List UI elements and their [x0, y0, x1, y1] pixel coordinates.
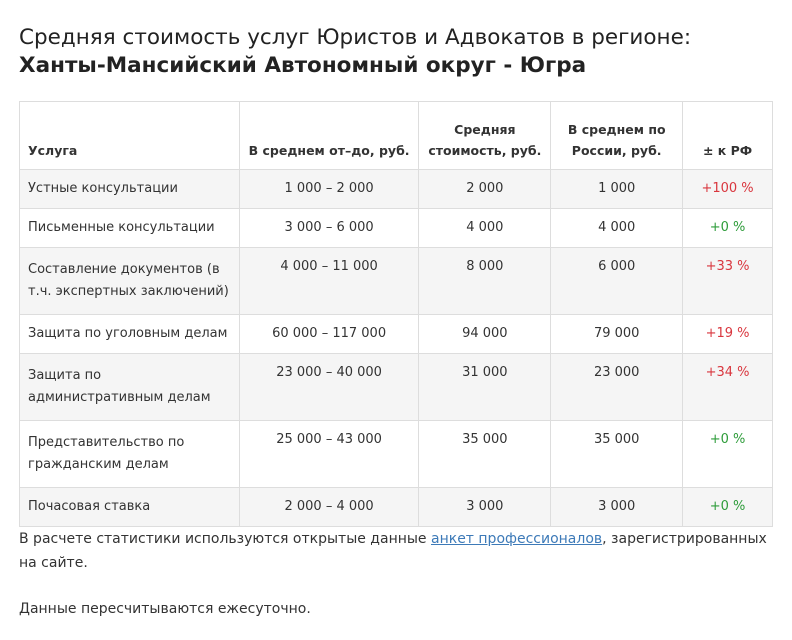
page-title-line-1: Средняя стоимость услуг Юристов и Адвокатов в регионе:: [19, 25, 692, 50]
professionals-profiles-link[interactable]: анкет профессионалов: [431, 531, 603, 547]
cell-average: 2 000: [419, 170, 551, 209]
update-frequency-note: Данные пересчитываются ежесуточно.: [19, 601, 311, 617]
cell-range: 25 000 – 43 000: [239, 421, 419, 488]
page-title-region: Ханты-Мансийский Автономный округ - Югра: [19, 53, 587, 78]
cell-range: 1 000 – 2 000: [239, 170, 419, 209]
header-range: В среднем от–до, руб.: [239, 102, 419, 170]
cell-average: 4 000: [419, 209, 551, 248]
statistics-note: [19, 527, 779, 575]
table-row: [20, 354, 773, 421]
cell-diff: +33 %: [683, 248, 773, 315]
cell-average: 94 000: [419, 315, 551, 354]
cell-service: Представительство по гражданским делам: [20, 421, 240, 488]
cell-russia-average: 3 000: [551, 488, 683, 527]
cell-russia-average: 79 000: [551, 315, 683, 354]
cell-russia-average: 23 000: [551, 354, 683, 421]
cell-range: 3 000 – 6 000: [239, 209, 419, 248]
cell-range: 60 000 – 117 000: [239, 315, 419, 354]
header-diff: ± к РФ: [683, 102, 773, 170]
cell-service: Защита по административным делам: [20, 354, 240, 421]
cell-russia-average: 4 000: [551, 209, 683, 248]
cell-diff: +34 %: [683, 354, 773, 421]
cell-service: Составление документов (в т.ч. экспертных заключений): [20, 248, 240, 315]
cell-russia-average: 6 000: [551, 248, 683, 315]
table-header-row: [20, 102, 773, 170]
table-row: [20, 315, 773, 354]
price-table: [19, 101, 773, 527]
table-row: [20, 209, 773, 248]
cell-service: Защита по уголовным делам: [20, 315, 240, 354]
cell-average: 31 000: [419, 354, 551, 421]
cell-diff: +100 %: [683, 170, 773, 209]
cell-service: Устные консультации: [20, 170, 240, 209]
cell-range: 2 000 – 4 000: [239, 488, 419, 527]
header-service: Услуга: [20, 102, 240, 170]
table-row: [20, 421, 773, 488]
cell-range: 4 000 – 11 000: [239, 248, 419, 315]
table-row: [20, 488, 773, 527]
cell-diff: +19 %: [683, 315, 773, 354]
cell-diff: +0 %: [683, 488, 773, 527]
cell-average: 35 000: [419, 421, 551, 488]
header-russia-average: В среднем по России, руб.: [551, 102, 683, 170]
cell-average: 8 000: [419, 248, 551, 315]
table-row: [20, 170, 773, 209]
cell-russia-average: 35 000: [551, 421, 683, 488]
page-title: [19, 24, 779, 80]
cell-average: 3 000: [419, 488, 551, 527]
cell-diff: +0 %: [683, 209, 773, 248]
cell-service: Почасовая ставка: [20, 488, 240, 527]
cell-diff: +0 %: [683, 421, 773, 488]
statistics-note-text: В расчете статистики используются открытые данные: [19, 531, 431, 547]
header-average: Средняя стоимость, руб.: [419, 102, 551, 170]
statistics-note-text-end: , зарегистрированных на сайте.: [19, 531, 767, 571]
cell-service: Письменные консультации: [20, 209, 240, 248]
table-row: [20, 248, 773, 315]
cell-range: 23 000 – 40 000: [239, 354, 419, 421]
cell-russia-average: 1 000: [551, 170, 683, 209]
